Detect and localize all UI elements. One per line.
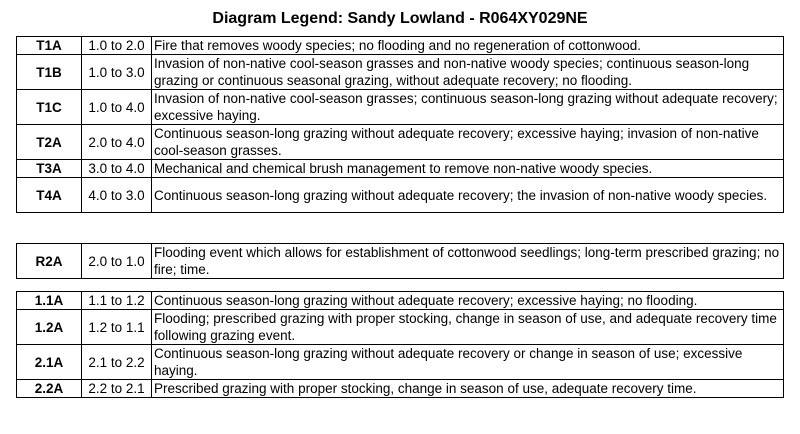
table-row — [17, 244, 784, 279]
table-row — [17, 310, 784, 345]
restorations-table — [16, 243, 784, 279]
table-row — [17, 90, 784, 125]
row-code: T1A — [17, 37, 82, 55]
pathways-table — [16, 291, 784, 398]
row-code: T4A — [17, 178, 82, 213]
row-code: T1B — [17, 55, 82, 90]
table-row — [17, 125, 784, 160]
transitions-table — [16, 36, 784, 213]
row-range: 1.0 to 4.0 — [82, 90, 152, 125]
row-range: 3.0 to 4.0 — [82, 160, 152, 178]
page-title: Diagram Legend: Sandy Lowland - R064XY029NE — [212, 10, 588, 27]
table-row — [17, 380, 784, 398]
row-range: 4.0 to 3.0 — [82, 178, 152, 213]
row-description: Prescribed grazing with proper stocking, change in season of use, adequate recovery time. — [152, 380, 784, 398]
table-row — [17, 178, 784, 213]
table-row — [17, 37, 784, 55]
row-description: Fire that removes woody species; no flooding and no regeneration of cottonwood. — [152, 37, 784, 55]
row-range: 2.0 to 1.0 — [82, 244, 152, 279]
row-description: Flooding; prescribed grazing with proper stocking, change in season of use, and adequate recovery time following grazing event. — [152, 310, 784, 345]
row-description: Continuous season-long grazing without adequate recovery; excessive haying; no flooding. — [152, 292, 784, 310]
row-description: Mechanical and chemical brush management to remove non-native woody species. — [152, 160, 784, 178]
row-description: Flooding event which allows for establishment of cottonwood seedlings; long-term prescribed grazing; no fire; time. — [152, 244, 784, 279]
row-range: 1.0 to 3.0 — [82, 55, 152, 90]
row-range: 2.1 to 2.2 — [82, 345, 152, 380]
row-range: 1.0 to 2.0 — [82, 37, 152, 55]
row-code: 2.2A — [17, 380, 82, 398]
table-row — [17, 55, 784, 90]
row-code: 2.1A — [17, 345, 82, 380]
row-code: T1C — [17, 90, 82, 125]
table-row — [17, 345, 784, 380]
row-description: Continuous season-long grazing without adequate recovery; the invasion of non-native woody species. — [152, 178, 784, 213]
row-range: 1.1 to 1.2 — [82, 292, 152, 310]
row-range: 2.2 to 2.1 — [82, 380, 152, 398]
row-code: T3A — [17, 160, 82, 178]
row-code: R2A — [17, 244, 82, 279]
row-description: Continuous season-long grazing without adequate recovery; excessive haying; invasion of non-native cool-season grasses. — [152, 125, 784, 160]
row-code: 1.2A — [17, 310, 82, 345]
row-code: 1.1A — [17, 292, 82, 310]
row-description: Invasion of non-native cool-season grasses; continuous season-long grazing without adequate recovery; excessive haying. — [152, 90, 784, 125]
row-code: T2A — [17, 125, 82, 160]
row-description: Invasion of non-native cool-season grasses and non-native woody species; continuous season-long grazing or continuous seasonal grazing, without adequate recovery; no flooding. — [152, 55, 784, 90]
table-row — [17, 160, 784, 178]
row-description: Continuous season-long grazing without adequate recovery or change in season of use; excessive haying. — [152, 345, 784, 380]
table-row — [17, 292, 784, 310]
row-range: 2.0 to 4.0 — [82, 125, 152, 160]
row-range: 1.2 to 1.1 — [82, 310, 152, 345]
